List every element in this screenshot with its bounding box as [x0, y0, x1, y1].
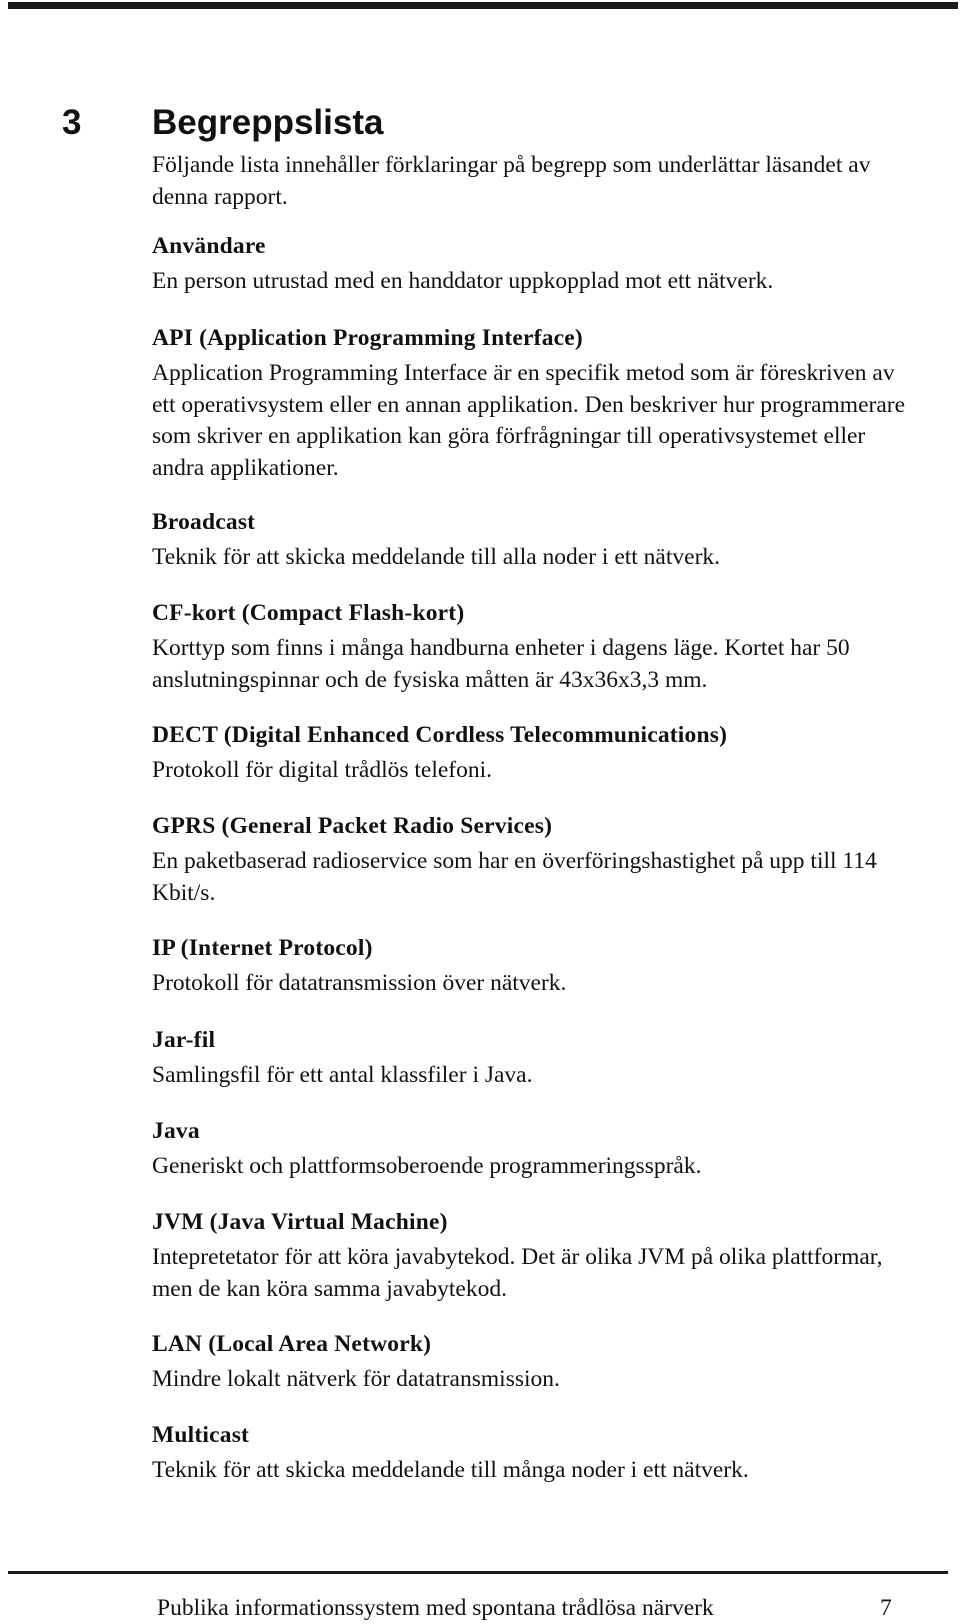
glossary-entry [152, 1419, 912, 1487]
glossary-term: CF-kort (Compact Flash-kort) [152, 600, 465, 626]
glossary-definition: Korttyp som finns i många handburna enheter i dagens läge. Kortet har 50 anslutningspinnar och de fysiska måtten är 43x36x3,3 mm. [152, 635, 850, 693]
glossary-definition: Protokoll för datatransmission över nätverk. [152, 970, 567, 996]
glossary-entry [152, 597, 912, 696]
glossary-definition: En person utrustad med en handdator uppkopplad mot ett nätverk. [152, 268, 774, 294]
glossary-definition: Application Programming Interface är en specifik metod som är föreskriven av ett operativsystem eller en annan applikation. Den beskriver hur programmerare som skriver en applikation kan göra förfrågningar till operativsystemet eller andra applikationer. [152, 360, 906, 481]
glossary-definition: En paketbaserad radioservice som har en överföringshastighet på upp till 114 Kbit/s. [152, 848, 877, 906]
glossary-entry [152, 1115, 912, 1183]
glossary-term: GPRS (General Packet Radio Services) [152, 813, 553, 839]
glossary-term: API (Application Programming Interface) [152, 325, 583, 351]
glossary-definition: Intepretetator för att köra javabytekod. Det är olika JVM på olika plattformar, men de kan köra samma javabytekod. [152, 1244, 883, 1302]
glossary-definition: Mindre lokalt nätverk för datatransmission. [152, 1366, 560, 1392]
glossary-term: Jar-fil [152, 1027, 216, 1053]
glossary-term: Multicast [152, 1422, 250, 1448]
glossary-definition: Samlingsfil för ett antal klassfiler i Java. [152, 1062, 533, 1088]
glossary-term: Java [152, 1118, 200, 1144]
glossary-entry [152, 932, 912, 1000]
glossary-entry [152, 1206, 912, 1305]
glossary-definition: Teknik för att skicka meddelande till alla noder i ett nätverk. [152, 544, 721, 570]
glossary-entry [152, 719, 912, 787]
glossary-entry [152, 322, 912, 484]
header-rule [8, 2, 958, 9]
glossary-definition: Generiskt och plattformsoberoende programmeringsspråk. [152, 1153, 702, 1179]
glossary-definition: Teknik för att skicka meddelande till många noder i ett nätverk. [152, 1457, 749, 1483]
glossary-definition: Protokoll för digital trådlös telefoni. [152, 757, 493, 783]
glossary-term: IP (Internet Protocol) [152, 935, 373, 961]
glossary-term: DECT (Digital Enhanced Cordless Telecommunications) [152, 722, 728, 748]
footer-title: Publika informationssystem med spontana trådlösa närverk [157, 1595, 714, 1621]
glossary-entry [152, 506, 912, 574]
page-number: 7 [880, 1595, 892, 1621]
glossary-term: LAN (Local Area Network) [152, 1331, 432, 1357]
intro-paragraph: Följande lista innehåller förklaringar på begrepp som underlättar läsandet av denna rapport. [152, 152, 871, 210]
chapter-number: 3 [62, 103, 82, 142]
chapter-heading [0, 98, 960, 148]
glossary-entry [152, 1328, 912, 1396]
chapter-title: Begreppslista [152, 103, 384, 142]
glossary-entry [152, 810, 912, 909]
footer-rule [8, 1571, 948, 1574]
page-footer [0, 1592, 960, 1624]
glossary-term: Broadcast [152, 509, 256, 535]
glossary-entry [152, 230, 912, 298]
glossary-term: JVM (Java Virtual Machine) [152, 1209, 448, 1235]
glossary-term: Användare [152, 233, 266, 259]
glossary-entry [152, 1024, 912, 1092]
